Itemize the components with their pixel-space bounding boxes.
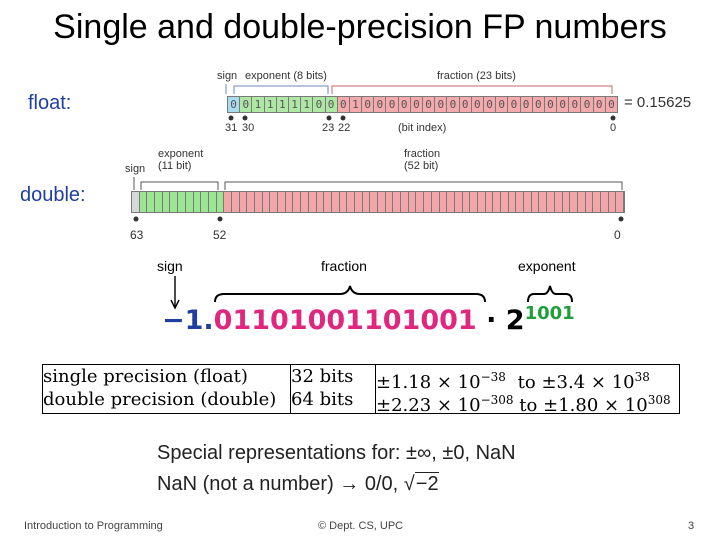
double-index-0: 0 [614, 228, 621, 242]
example-exponent: 1001 [524, 303, 575, 324]
float-index-23: 23 [322, 122, 335, 134]
double-bit-8 [555, 192, 563, 212]
double-bit-35 [347, 192, 355, 212]
double-bit-13 [516, 192, 524, 212]
double-bit-42 [293, 192, 301, 212]
float-bit-26: 1 [288, 96, 301, 113]
float-bit-25: 1 [300, 96, 313, 113]
float-exponent-header: exponent (8 bits) [245, 70, 327, 82]
double-bit-58 [170, 192, 178, 212]
double-bit-61 [147, 192, 155, 212]
row-2-range-min: ±2.23 × 10 [376, 395, 481, 416]
row-2-to: to [519, 395, 538, 416]
double-bit-26 [416, 192, 424, 212]
double-bit-21 [455, 192, 463, 212]
float-bit-7: 0 [520, 96, 533, 113]
double-bit-23 [440, 192, 448, 212]
example-fraction: 01101001101001 [213, 305, 477, 336]
row-1-range [376, 366, 679, 393]
footer-copyright: © Dept. CS, UPC [318, 520, 404, 532]
double-bit-2 [601, 192, 609, 212]
float-bit-row [227, 96, 617, 113]
double-bit-6 [570, 192, 578, 212]
double-index-52: 52 [213, 228, 227, 242]
float-sign-header: sign [217, 70, 238, 82]
special-line-2 [157, 473, 439, 496]
special-line-2-text: NaN (not a number) → 0/0, [157, 473, 399, 495]
double-bit-41 [301, 192, 309, 212]
double-bit-51 [224, 192, 232, 212]
float-label: float: [28, 92, 72, 114]
double-bit-55 [194, 192, 202, 212]
double-bit-47 [255, 192, 263, 212]
double-bit-3 [593, 192, 601, 212]
double-bit-row [131, 191, 625, 213]
double-bit-54 [201, 192, 209, 212]
double-bit-19 [470, 192, 478, 212]
double-bit-52 [217, 192, 225, 212]
float-bit-8: 0 [507, 96, 520, 113]
row-2-name: double precision (double) [43, 389, 277, 410]
double-bit-46 [263, 192, 271, 212]
double-bit-25 [424, 192, 432, 212]
double-bit-0 [616, 192, 624, 212]
double-fraction-header: fraction (52 bit) [404, 148, 441, 172]
row-2-bits: 64 bits [291, 389, 354, 410]
double-bit-29 [393, 192, 401, 212]
footer-page-number: 3 [688, 520, 695, 532]
float-bit-6: 0 [532, 96, 545, 113]
double-bit-44 [278, 192, 286, 212]
double-bit-11 [532, 192, 540, 212]
double-bit-17 [486, 192, 494, 212]
sqrt-expression: √−2 [403, 473, 439, 495]
float-bit-2: 0 [580, 96, 593, 113]
float-index-30: 30 [242, 122, 255, 134]
float-fraction-header: fraction (23 bits) [437, 70, 516, 82]
double-bit-7 [563, 192, 571, 212]
double-bit-18 [478, 192, 486, 212]
double-bit-15 [501, 192, 509, 212]
table-col-name [43, 365, 291, 413]
row-1-bits: 32 bits [291, 366, 354, 387]
float-bit-5: 0 [544, 96, 557, 113]
float-bit-20: 0 [361, 96, 374, 113]
double-bit-12 [524, 192, 532, 212]
double-index-dots [128, 214, 628, 224]
float-bit-9: 0 [495, 96, 508, 113]
row-1-range-min: ±1.18 × 10 [376, 372, 481, 393]
double-label: double: [20, 184, 86, 206]
double-bit-53 [209, 192, 217, 212]
double-bit-33 [363, 192, 371, 212]
double-bit-5 [578, 192, 586, 212]
table-col-range [376, 365, 679, 416]
float-bit-13: 0 [446, 96, 459, 113]
special-line-1: Special representations for: ±∞, ±0, NaN [157, 442, 516, 464]
double-bit-43 [286, 192, 294, 212]
double-bit-48 [247, 192, 255, 212]
row-1-exp-min: −38 [480, 370, 506, 384]
double-index-63: 63 [130, 228, 144, 242]
float-index-0: 0 [610, 122, 617, 134]
example-exponent-label: exponent [518, 258, 576, 274]
row-2-range [376, 389, 679, 416]
float-bit-17: 0 [398, 96, 411, 113]
float-value: = 0.15625 [624, 94, 692, 111]
double-bit-40 [309, 192, 317, 212]
double-bit-37 [332, 192, 340, 212]
example-fraction-label: fraction [321, 258, 367, 274]
row-1-range-max: ±3.4 × 10 [541, 372, 635, 393]
double-sign-header: sign [125, 163, 146, 175]
example-dot: · [486, 305, 497, 336]
example-base: 2 [505, 305, 525, 336]
float-index-dots [225, 114, 625, 122]
double-bit-4 [586, 192, 594, 212]
row-1-name: single precision (float) [43, 366, 248, 387]
float-bit-30: 0 [239, 96, 252, 113]
double-bit-9 [547, 192, 555, 212]
double-bit-28 [401, 192, 409, 212]
double-bit-16 [493, 192, 501, 212]
double-bit-45 [270, 192, 278, 212]
float-bit-24: 0 [312, 96, 325, 113]
float-bit-10: 0 [483, 96, 496, 113]
double-bit-22 [447, 192, 455, 212]
float-bit-4: 0 [556, 96, 569, 113]
float-bit-18: 0 [385, 96, 398, 113]
double-bit-32 [370, 192, 378, 212]
double-bit-56 [186, 192, 194, 212]
float-bit-1: 0 [593, 96, 606, 113]
float-bit-28: 1 [264, 96, 277, 113]
row-2-exp-max: 308 [647, 393, 671, 407]
double-bit-38 [324, 192, 332, 212]
example-sign-label: sign [157, 258, 183, 274]
float-bit-0: 0 [605, 96, 618, 113]
double-bit-30 [386, 192, 394, 212]
double-bit-62 [140, 192, 148, 212]
float-bit-3: 0 [568, 96, 581, 113]
double-bit-50 [232, 192, 240, 212]
float-bit-16: 0 [410, 96, 423, 113]
float-bit-21: 1 [349, 96, 362, 113]
example-sign: −1. [162, 305, 214, 336]
float-index-22: 22 [338, 122, 351, 134]
float-bit-11: 0 [471, 96, 484, 113]
row-2-exp-min: −308 [480, 393, 514, 407]
double-bit-20 [463, 192, 471, 212]
float-bit-19: 0 [373, 96, 386, 113]
float-bit-15: 0 [422, 96, 435, 113]
double-bit-34 [355, 192, 363, 212]
float-index-31: 31 [225, 122, 238, 134]
double-bit-49 [240, 192, 248, 212]
double-bit-1 [609, 192, 617, 212]
example-number [162, 303, 575, 336]
precision-table [42, 364, 680, 414]
double-bit-14 [509, 192, 517, 212]
float-index-label: (bit index) [398, 122, 447, 134]
row-1-exp-max: 38 [634, 370, 650, 384]
double-bit-10 [539, 192, 547, 212]
slide-title: Single and double-precision FP numbers [53, 8, 667, 46]
float-bit-31: 0 [227, 96, 240, 113]
double-brackets [128, 172, 628, 192]
float-bit-22: 0 [337, 96, 350, 113]
double-exponent-header: exponent (11 bit) [158, 148, 204, 172]
footer-course: Introduction to Programming [24, 520, 163, 532]
double-bit-27 [409, 192, 417, 212]
float-bit-14: 0 [434, 96, 447, 113]
float-bit-29: 1 [251, 96, 264, 113]
double-bit-57 [178, 192, 186, 212]
double-bit-24 [432, 192, 440, 212]
float-bit-12: 0 [459, 96, 472, 113]
float-bit-23: 0 [325, 96, 338, 113]
double-bit-36 [340, 192, 348, 212]
float-bit-27: 1 [276, 96, 289, 113]
double-bit-31 [378, 192, 386, 212]
double-bit-39 [317, 192, 325, 212]
sqrt-radicand: −2 [415, 473, 439, 495]
row-2-range-max: ±1.80 × 10 [543, 395, 648, 416]
double-bit-63 [132, 192, 140, 212]
double-bit-59 [163, 192, 171, 212]
table-col-bits [291, 365, 376, 413]
double-bit-60 [155, 192, 163, 212]
row-1-to: to [517, 372, 536, 393]
